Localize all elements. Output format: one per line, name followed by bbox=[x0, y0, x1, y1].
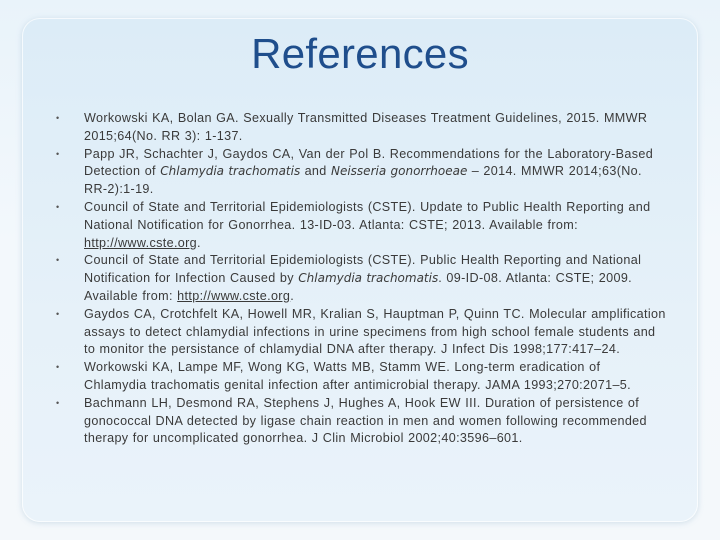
reference-list bbox=[56, 110, 666, 448]
reference-item bbox=[56, 306, 666, 359]
reference-text: – 2014. MMWR 2014;63(No. RR-2):1-19. bbox=[84, 164, 642, 197]
bullet-icon: • bbox=[56, 362, 60, 373]
bullet-icon: • bbox=[56, 148, 60, 159]
reference-text: Bachmann LH, Desmond RA, Stephens J, Hughes A, Hook EW III. Duration of persistence of gonococcal DNA detected by ligase chain reaction in men and women following recommended therapy for uncomplicated gonorrhea. J Clin Microbiol 2002;40:3596–601. bbox=[84, 395, 647, 446]
bullet-icon: • bbox=[56, 201, 60, 212]
reference-text: . 09-ID-08. Atlanta: CSTE; 2009. Available from: bbox=[84, 271, 633, 303]
organism-name: Chlamydia trachomatis bbox=[298, 271, 439, 286]
reference-item bbox=[56, 359, 666, 395]
reference-text: Workowski KA, Bolan GA. Sexually Transmitted Diseases Treatment Guidelines, 2015. MMWR 2015;64(No. RR 3): 1-137. bbox=[84, 111, 648, 143]
bullet-icon: • bbox=[56, 397, 60, 408]
reference-text: and bbox=[300, 164, 331, 179]
cste-link[interactable]: http://www.cste.org bbox=[84, 235, 198, 250]
reference-item bbox=[56, 110, 666, 146]
reference-text: Gaydos CA, Crotchfelt KA, Howell MR, Kralian S, Hauptman P, Quinn TC. Molecular amplification assays to detect chlamydial infections in urine specimens from high school female students and to monitor the persistance of chlamydial DNA after therapy. J Infect Dis 1998;177:417–24. bbox=[84, 306, 666, 357]
reference-text: . bbox=[197, 235, 201, 250]
bullet-icon: • bbox=[56, 255, 60, 266]
reference-text: . bbox=[290, 288, 295, 303]
reference-text: Council of State and Territorial Epidemiologists (CSTE). Update to Public Health Reporting and National Notification for Gonorrhea. 13-ID-03. Atlanta: CSTE; 2013. Available from: bbox=[84, 199, 651, 232]
reference-item bbox=[56, 252, 666, 305]
reference-item bbox=[56, 395, 666, 448]
reference-text: Papp JR, Schachter J, Gaydos CA, Van der Pol B. Recommendations for the Laboratory-Based Detection of bbox=[84, 146, 654, 179]
reference-text: Workowski KA, Lampe MF, Wong KG, Watts MB, Stamm WE. Long-term eradication of Chlamydia trachomatis genital infection after antimicrobial therapy. JAMA 1993;270:2071–5. bbox=[84, 360, 631, 392]
bullet-icon: • bbox=[56, 308, 60, 319]
organism-name: Neisseria gonorrhoeae bbox=[330, 164, 468, 179]
reference-item bbox=[56, 199, 666, 252]
slide-title: References bbox=[251, 30, 469, 77]
reference-item bbox=[56, 146, 666, 199]
bullet-icon: • bbox=[56, 113, 60, 123]
organism-name: Chlamydia trachomatis bbox=[160, 164, 301, 179]
cste-link[interactable]: http://www.cste.org bbox=[177, 288, 291, 303]
reference-text: Council of State and Territorial Epidemiologists (CSTE). Public Health Reporting and National Notification for Infection Caused by bbox=[84, 253, 642, 286]
